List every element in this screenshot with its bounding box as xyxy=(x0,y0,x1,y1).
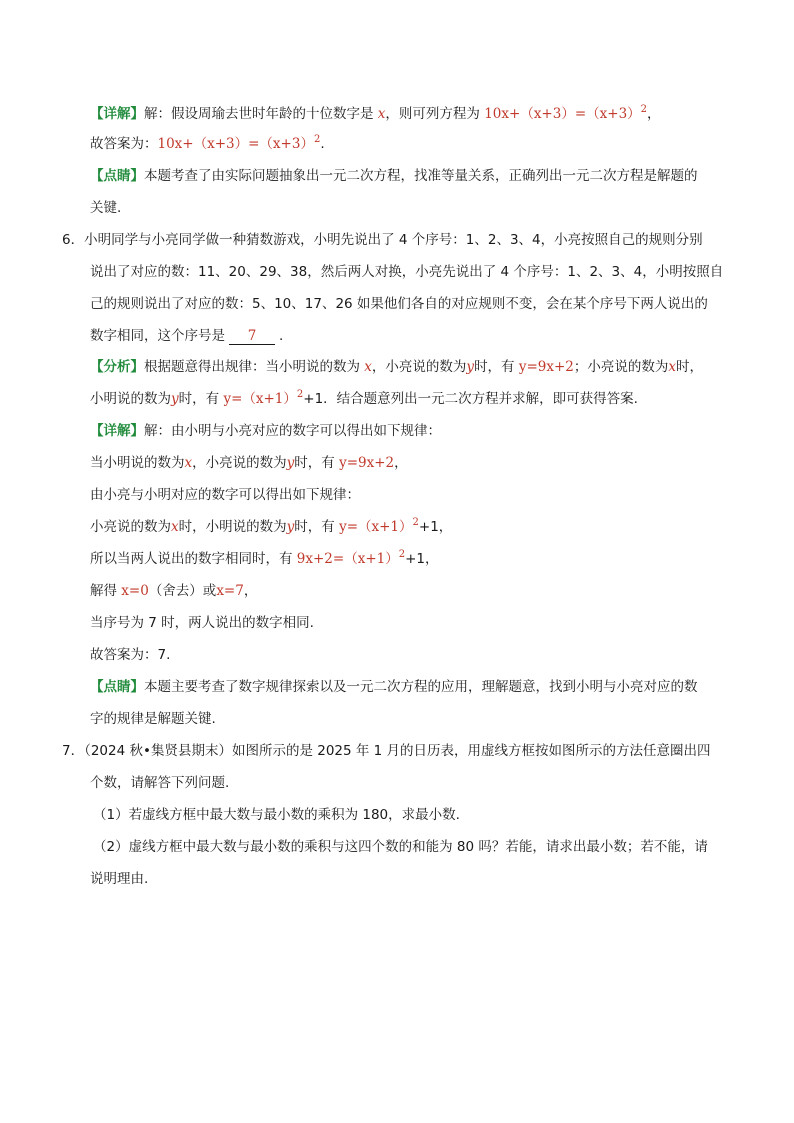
q5-comment-line-2: 关键. xyxy=(90,200,122,216)
equation: 9x+2=（x+1） xyxy=(296,551,399,567)
detail-tag: 【详解】 xyxy=(90,106,144,122)
equation: 10x+（x+3）=（x+3） xyxy=(157,136,314,152)
detail-tag: 【详解】 xyxy=(90,423,144,439)
q7-part-2: （2）虚线方框中最大数与最小数的乘积与这四个数的和能为 80 吗？若能，请求出最小数；若不能，请 xyxy=(93,839,708,855)
equation: x=7 xyxy=(216,583,244,599)
q6-detail-line-3: 由小亮与小明对应的数字可以得出如下规律： xyxy=(90,487,360,503)
q6-stem-line-3: 己的规则说出了对应的数：5、10、17、26 如果他们各自的对应规则不变，会在某个序号下两人说出的 xyxy=(90,296,708,312)
q5-detail-line: 【详解】解：假设周瑜去世时年龄的十位数字是 x，则可列方程为 $10x+(x+3)=(x+3)^2$， xyxy=(90,104,661,122)
q7-part-2-line-2: 说明理由. xyxy=(90,871,149,887)
equation: y=9x+2 xyxy=(339,455,395,471)
q6-analysis-line-1: 【分析】根据题意得出规律：当小明说的数为 x，小亮说的数为y时，有 y=9x+2；小亮说的数为x时， xyxy=(90,359,704,375)
q6-stem-line-4: 数字相同，这个序号是 7 . xyxy=(90,328,284,344)
q6-detail-line-5: 所以当两人说出的数字相同时，有 $9x+2=(x+1)^2+1$， xyxy=(90,549,439,567)
q7-part-1: （1）若虚线方框中最大数与最小数的乘积为 180，求最小数. xyxy=(93,807,460,823)
comment-tag: 【点睛】 xyxy=(90,168,144,184)
q6-detail-line-2: 当小明说的数为x，小亮说的数为y时，有 y=9x+2， xyxy=(90,455,408,471)
q7-stem-line-2: 个数，请解答下列问题. xyxy=(90,775,230,791)
comment-tag: 【点睛】 xyxy=(90,679,144,695)
q6-detail-line-1: 【详解】解：由小明与小亮对应的数字可以得出如下规律： xyxy=(90,423,441,439)
q6-detail-line-7: 当序号为 7 时，两人说出的数字相同. xyxy=(90,615,314,631)
equation: y=9x+2 xyxy=(518,359,574,375)
q6-detail-line-8: 故答案为：7. xyxy=(90,647,171,663)
analysis-tag: 【分析】 xyxy=(90,359,144,375)
equation: y=（x+1） xyxy=(339,519,413,535)
q5-comment-line: 【点睛】本题考查了由实际问题抽象出一元二次方程，找准等量关系，正确列出一元二次方程是解题的 xyxy=(90,168,698,184)
equation: x=0 xyxy=(121,583,149,599)
equation: 10x+（x+3）=（x+3） xyxy=(484,106,641,122)
q6-detail-line-4: 小亮说的数为x时，小明说的数为y时，有 $y=(x+1)^2+1$， xyxy=(90,517,453,535)
q6-detail-line-6: 解得 x=0（舍去）或x=7， xyxy=(90,583,258,599)
q6-stem-line-1: 6．小明同学与小亮同学做一种猜数游戏，小明先说出了 4 个序号：1、2、3、4，小亮按照自己的规则分别 xyxy=(62,232,703,248)
answer-blank: 7 xyxy=(229,328,275,345)
q5-answer-line: 故答案为：$10x+(x+3)=(x+3)^2$. xyxy=(90,134,325,152)
q6-comment-line-1: 【点睛】本题主要考查了数字规律探索以及一元二次方程的应用，理解题意，找到小明与小亮对应的数 xyxy=(90,679,698,695)
q6-analysis-line-2: 小明说的数为y时，有 $y=(x+1)^2+1$．结合题意列出一元二次方程并求解，即可获得答案. xyxy=(90,389,638,407)
q6-comment-line-2: 字的规律是解题关键. xyxy=(90,711,216,727)
q7-stem-line-1: 7．（2024 秋•集贤县期末）如图所示的是 2025 年 1 月的日历表，用虚线方框按如图所示的方法任意圈出四 xyxy=(62,743,711,759)
q6-stem-line-2: 说出了对应的数：11、20、29、38，然后两人对换，小亮先说出了 4 个序号：1、2、3、4，小明按照自 xyxy=(90,264,724,280)
equation: y=（x+1） xyxy=(223,391,297,407)
